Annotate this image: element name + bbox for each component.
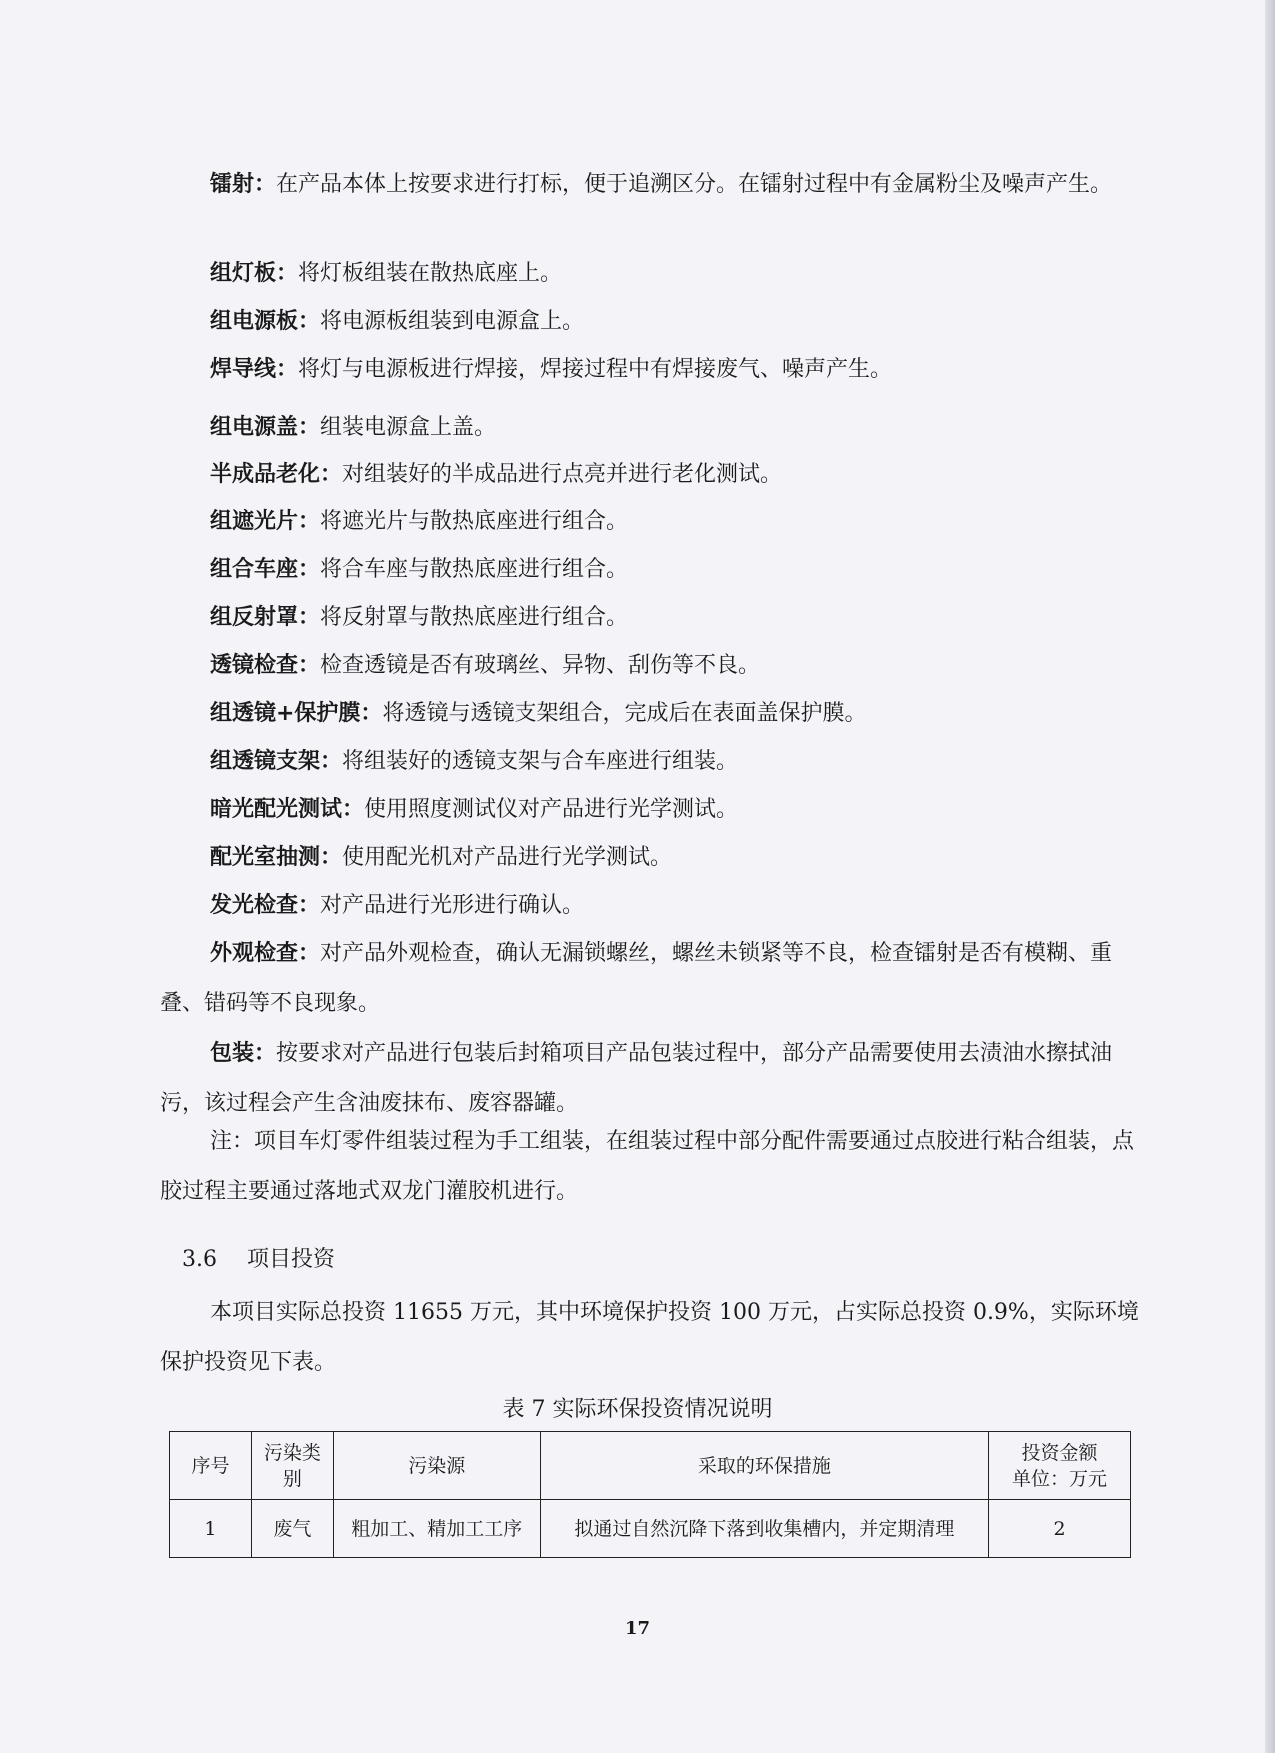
process-step [160,785,1145,835]
process-step [160,641,1145,691]
process-step-term: 组透镜+保护膜： [210,701,383,726]
process-step-text: 检查透镜是否有玻璃丝、异物、刮伤等不良。 [320,653,761,678]
process-step-term: 组反射罩： [210,605,321,630]
process-step-term: 组电源板： [210,309,321,334]
process-step-term: 组灯板： [210,261,299,286]
process-step-text: 对产品外观检查，确认无漏锁螺丝，螺丝未锁紧等不良，检查镭射是否有模糊、重叠、错码等不良现象。 [160,941,1113,1016]
process-step-text: 使用照度测试仪对产品进行光学测试。 [364,797,739,822]
process-step [160,497,1145,547]
process-step-term: 透镜检查： [210,653,321,678]
table-cell: 废气 [251,1500,333,1558]
scan-edge [1265,0,1275,1753]
header-cell: 序号 [170,1432,252,1500]
header-cell: 采取的环保措施 [540,1432,988,1500]
process-step-term: 配光室抽测： [210,845,343,870]
process-step-term: 组透镜支架： [210,749,343,774]
section-title: 项目投资 [247,1247,336,1272]
process-step-term: 焊导线： [210,357,299,382]
process-step [160,160,1145,210]
process-step-text: 按要求对产品进行包装后封箱项目产品包装过程中，部分产品需要使用去渍油水擦拭油污，该过程会产生含油废抹布、废容器罐。 [160,1041,1113,1116]
process-step [160,450,1145,500]
header-cell: 污染源 [333,1432,540,1500]
process-step-term: 组合车座： [210,557,321,582]
process-step [160,297,1145,347]
table-header-row [170,1432,1131,1500]
process-step [160,545,1145,595]
table-caption: 表 7 实际环保投资情况说明 [502,1397,773,1422]
process-step-text: 组装电源盒上盖。 [320,415,497,440]
process-step-text: 在产品本体上按要求进行打标，便于追溯区分。在镭射过程中有金属粉尘及噪声产生。 [276,172,1113,197]
process-step-term: 暗光配光测试： [210,797,365,822]
investment-paragraph: 本项目实际总投资 11655 万元，其中环境保护投资 100 万元，占实际总投资 0.9%，实际环境保护投资见下表。 [160,1300,1139,1375]
process-step-text: 注：项目车灯零件组装过程为手工组装，在组装过程中部分配件需要通过点胶进行粘合组装，点胶过程主要通过落地式双龙门灌胶机进行。 [160,1129,1135,1204]
process-step [160,833,1145,883]
section-number: 3.6 [182,1247,217,1272]
investment-table [169,1431,1131,1558]
process-step-text: 对产品进行光形进行确认。 [320,893,585,918]
process-step-term: 包装： [210,1041,277,1066]
process-step-text: 将电源板组装到电源盒上。 [320,309,585,334]
process-step [160,737,1145,787]
process-step-text: 将灯板组装在散热底座上。 [298,261,563,286]
process-step-term: 外观检查： [210,941,321,966]
page-number: 17 [624,1618,651,1639]
process-step-term: 镭射： [210,172,277,197]
process-step [160,345,1145,395]
process-step-text: 使用配光机对产品进行光学测试。 [342,845,673,870]
process-step [160,403,1145,453]
process-step [160,249,1145,299]
section-heading [182,1240,335,1280]
process-step [160,1029,1145,1129]
process-step-text: 将反射罩与散热底座进行组合。 [320,605,629,630]
table-cell: 粗加工、精加工工序 [333,1500,540,1558]
process-step [160,929,1145,1029]
process-step [160,1117,1145,1217]
table-row [170,1500,1131,1558]
table-cell: 拟通过自然沉降下落到收集槽内，并定期清理 [540,1500,988,1558]
process-step-term: 发光检查： [210,893,321,918]
process-step-term: 半成品老化： [210,462,343,487]
header-cell: 投资金额 单位：万元 [989,1432,1131,1500]
process-step-text: 将透镜与透镜支架组合，完成后在表面盖保护膜。 [382,701,867,726]
process-step-text: 对组装好的半成品进行点亮并进行老化测试。 [342,462,783,487]
process-step-text: 将灯与电源板进行焊接，焊接过程中有焊接废气、噪声产生。 [298,357,893,382]
table-cell: 2 [989,1500,1131,1558]
process-step [160,881,1145,931]
process-step-text: 将组装好的透镜支架与合车座进行组装。 [342,749,739,774]
process-step-term: 组遮光片： [210,509,321,534]
process-step-text: 将遮光片与散热底座进行组合。 [320,509,629,534]
process-step-term: 组电源盖： [210,415,321,440]
process-step [160,689,1145,739]
header-cell: 污染类别 [251,1432,333,1500]
process-step-text: 将合车座与散热底座进行组合。 [320,557,629,582]
process-step [160,593,1145,643]
table-cell: 1 [170,1500,252,1558]
